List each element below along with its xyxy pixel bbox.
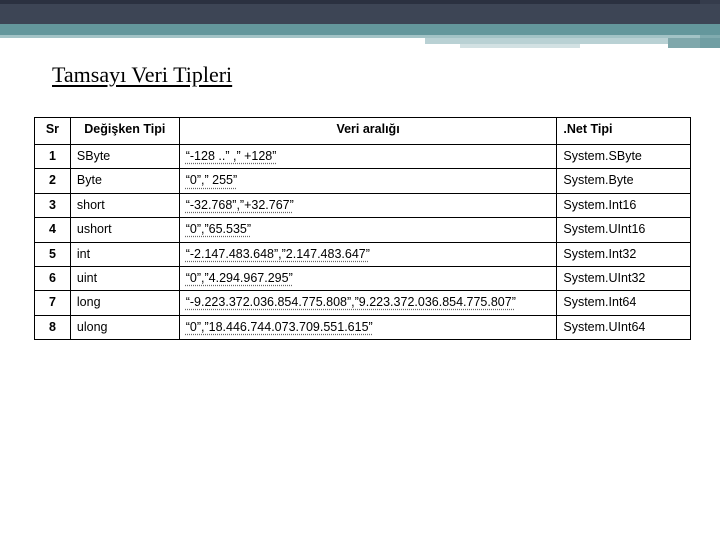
table-row	[35, 266, 691, 290]
row-number: 5	[35, 242, 71, 266]
data-range: “-2.147.483.648”,”2.147.483.647”	[179, 242, 557, 266]
net-type: System.Int16	[557, 193, 691, 217]
row-number: 2	[35, 169, 71, 193]
table-row	[35, 218, 691, 242]
header-right-edge	[700, 0, 720, 48]
variable-type: uint	[70, 266, 179, 290]
data-range: “0”,”4.294.967.295”	[179, 266, 557, 290]
net-type: System.SByte	[557, 145, 691, 169]
header-variable-type: Değişken Tipi	[70, 118, 179, 145]
header-data-range: Veri aralığı	[179, 118, 557, 145]
variable-type: SByte	[70, 145, 179, 169]
net-type: System.Int32	[557, 242, 691, 266]
net-type: System.UInt64	[557, 315, 691, 339]
table-header-row	[35, 118, 691, 145]
data-range: “0”,”18.446.744.073.709.551.615”	[179, 315, 557, 339]
variable-type: long	[70, 291, 179, 315]
row-number: 4	[35, 218, 71, 242]
variable-type: ulong	[70, 315, 179, 339]
slide-title: Tamsayı Veri Tipleri	[52, 62, 233, 87]
net-type: System.Byte	[557, 169, 691, 193]
net-type: System.Int64	[557, 291, 691, 315]
variable-type: short	[70, 193, 179, 217]
data-range: “-9.223.372.036.854.775.808”,”9.223.372.036.854.775.807”	[179, 291, 557, 315]
row-number: 3	[35, 193, 71, 217]
data-range: “-128 ..” ,” +128”	[179, 145, 557, 169]
data-range: “-32.768”,”+32.767”	[179, 193, 557, 217]
net-type: System.UInt32	[557, 266, 691, 290]
table-row	[35, 291, 691, 315]
integer-types-table	[34, 117, 691, 340]
variable-type: int	[70, 242, 179, 266]
row-number: 1	[35, 145, 71, 169]
variable-type: ushort	[70, 218, 179, 242]
header-band-top-edge	[0, 0, 720, 4]
data-range: “0”,” 255”	[179, 169, 557, 193]
table-row	[35, 145, 691, 169]
header-net-type: .Net Tipi	[557, 118, 691, 145]
row-number: 7	[35, 291, 71, 315]
table-row	[35, 193, 691, 217]
row-number: 8	[35, 315, 71, 339]
data-range: “0”,”65.535”	[179, 218, 557, 242]
variable-type: Byte	[70, 169, 179, 193]
table-row	[35, 315, 691, 339]
row-number: 6	[35, 266, 71, 290]
net-type: System.UInt16	[557, 218, 691, 242]
table-row	[35, 169, 691, 193]
table-row	[35, 242, 691, 266]
header-accent-strip-small	[460, 44, 580, 48]
header-band-teal	[0, 24, 720, 35]
header-sr: Sr	[35, 118, 71, 145]
